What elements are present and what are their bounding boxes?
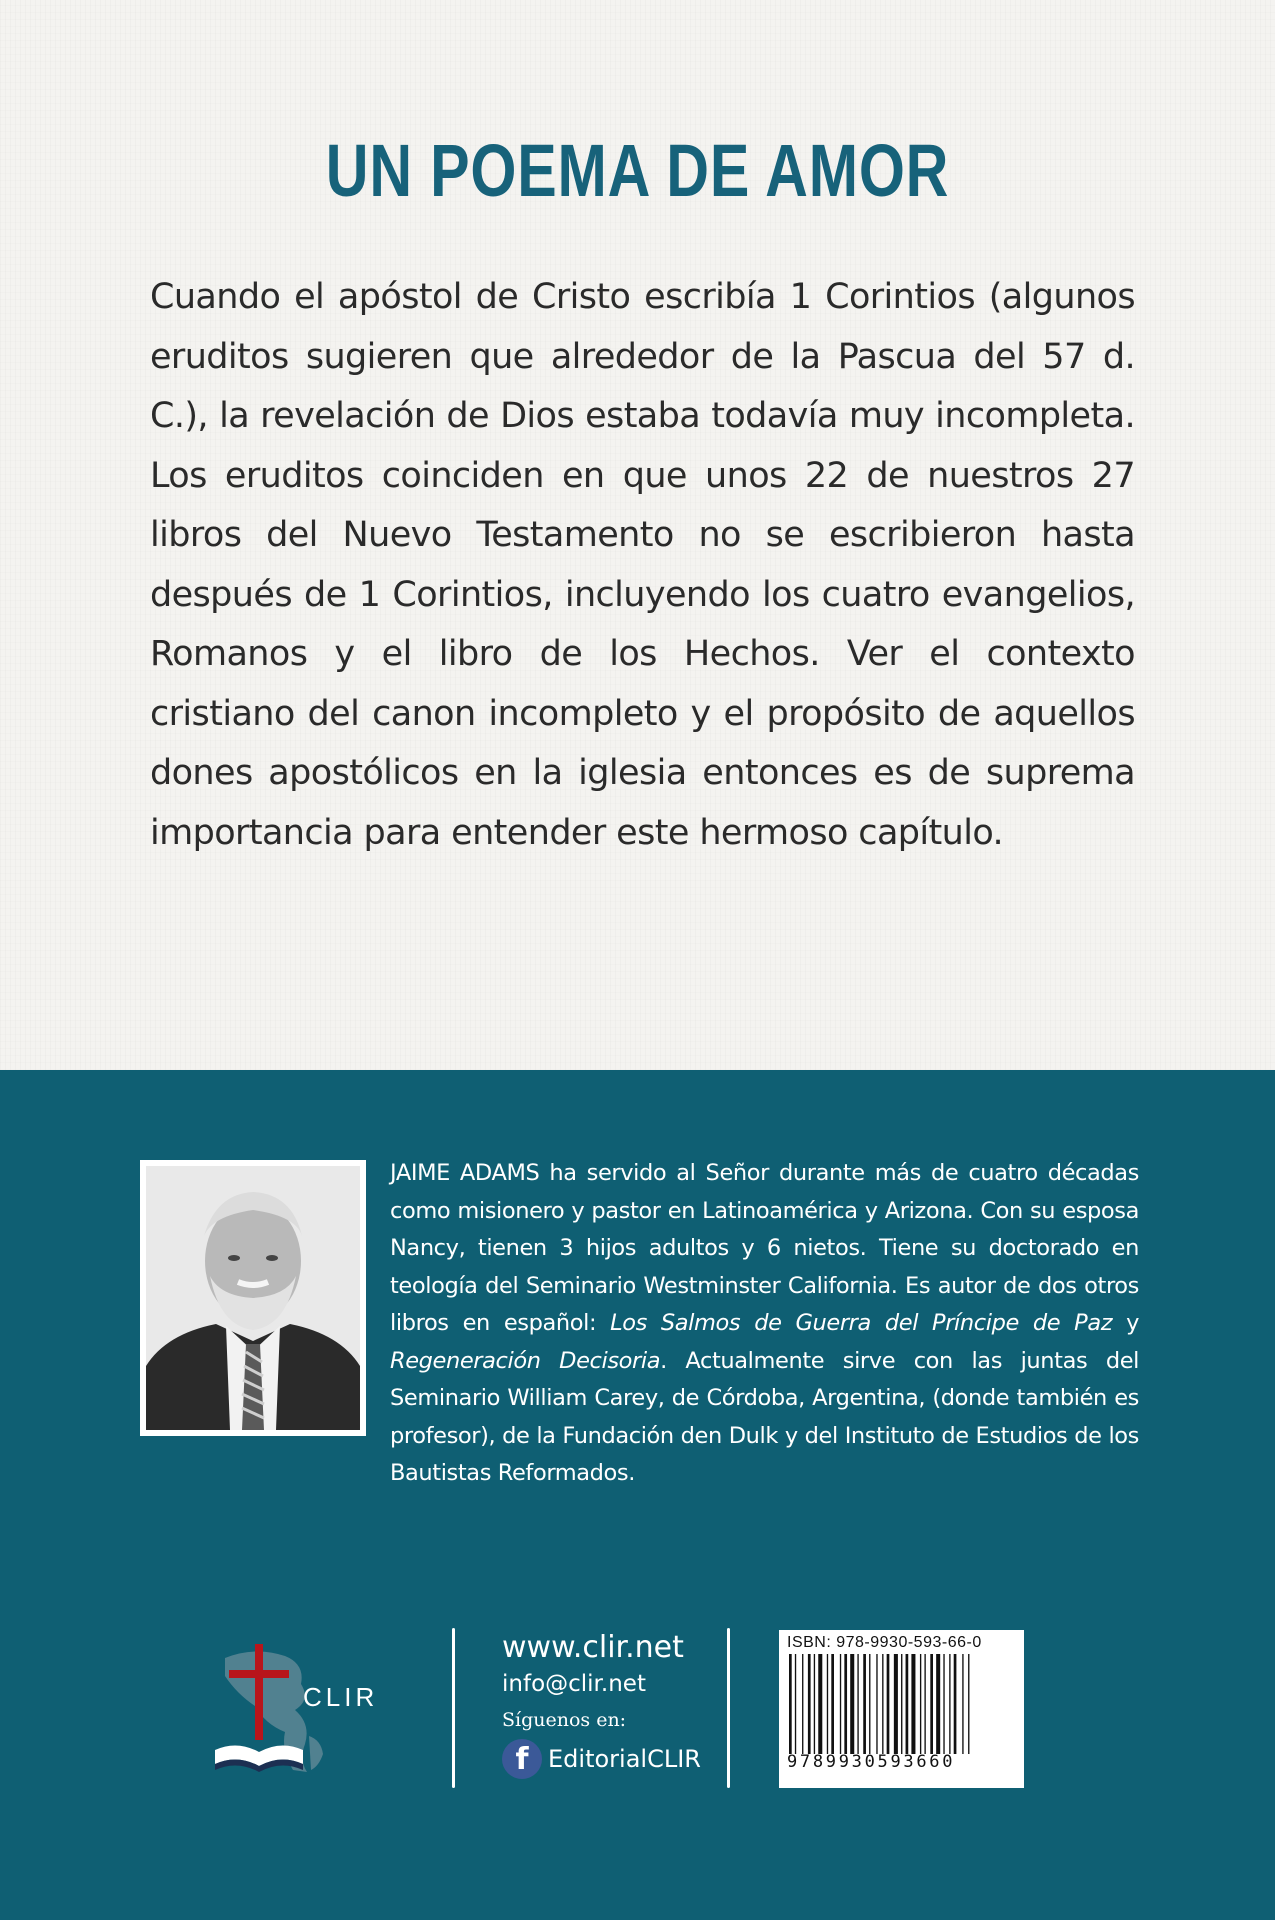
barcode-bar: [924, 1654, 925, 1754]
book-title-italic: Los Salmos de Guerra del Príncipe de Paz: [610, 1310, 1113, 1336]
barcode-bar: [818, 1654, 822, 1754]
back-cover-blurb: Cuando el apóstol de Cristo escribía 1 Corintios (algunos eruditos sugieren que alrededor de la Pascua del 57 d. C.), la revelación de Dios estaba todavía muy incompleta. Los eruditos coinciden en que unos 22 de nuestros 27 libros del Nuevo Testamento no se escribieron hasta después de 1 Corintios, incluyendo los cuatro evangelios, Romanos y el libro de los Hechos. Ver el contexto cristiano del canon incompleto y el propósito de aquellos dones apostólicos en la iglesia entonces es de suprema importancia para entender este hermoso capítulo.: [150, 277, 1135, 853]
barcode-bar: [869, 1654, 870, 1754]
bio-text: . Actualmente sirve con las juntas del Seminario William Carey, de Córdoba, Argentina, (donde también es profesor), de la Fundación den Dulk y del Instituto de Estudios de los Bautistas Reformados.: [390, 1347, 1140, 1486]
email-link[interactable]: info@clir.net: [502, 1671, 646, 1697]
book-title: UN POEMA DE AMOR: [325, 129, 950, 212]
barcode-bar: [827, 1654, 828, 1754]
website-link[interactable]: www.clir.net: [502, 1630, 684, 1665]
barcode-bar: [943, 1654, 944, 1754]
book-title-italic: Regeneración Decisoria: [390, 1347, 661, 1374]
barcode-bar: [882, 1654, 883, 1754]
barcode-bar: [863, 1654, 866, 1754]
barcode-bar: [814, 1654, 815, 1754]
barcode-bar: [857, 1654, 858, 1754]
barcode-bar: [901, 1654, 902, 1754]
barcode-bar: [920, 1654, 921, 1754]
author-photo: [140, 1160, 366, 1436]
bio-text: y: [1112, 1310, 1140, 1336]
barcode-bar: [795, 1654, 796, 1754]
barcode-bar: [789, 1654, 792, 1754]
barcode-bar: [906, 1654, 909, 1754]
barcode-bar: [954, 1654, 957, 1754]
barcode-bar: [911, 1654, 915, 1754]
barcode-bar: [831, 1654, 834, 1754]
barcode-bar: [876, 1654, 877, 1754]
barcode-bar: [887, 1654, 890, 1754]
barcode-bar: [840, 1654, 841, 1754]
divider: [727, 1628, 730, 1788]
follow-label: Síguenos en:: [502, 1709, 627, 1731]
social-handle: EditorialCLIR: [548, 1745, 701, 1773]
author-bio: [390, 1155, 1139, 1493]
facebook-icon: f: [502, 1739, 542, 1779]
isbn-label: ISBN: 978-9930-593-66-0: [787, 1634, 982, 1651]
barcode-bar: [844, 1654, 847, 1754]
barcode-bar: [930, 1654, 933, 1754]
barcode-bars: [787, 1654, 1016, 1754]
barcode-bar: [949, 1654, 950, 1754]
barcode-bar: [808, 1654, 811, 1754]
barcode-digits: 9789930593660: [787, 1752, 956, 1772]
barcode-bar: [894, 1654, 898, 1754]
clir-logo-text: CLIR: [303, 1682, 379, 1712]
publisher-contact: [502, 1630, 701, 1779]
barcode-bar: [936, 1654, 940, 1754]
clir-logo: [215, 1640, 415, 1780]
barcode-bar: [850, 1654, 854, 1754]
barcode-bar: [962, 1654, 963, 1754]
isbn-barcode: [779, 1630, 1024, 1788]
barcode-bar: [968, 1654, 969, 1754]
bio-text: JAIME ADAMS ha servido al Señor durante más de cuatro décadas como misionero y pastor en Latinoamérica y Arizona. Con su esposa Nancy, tienen 3 hijos adultos y 6 nietos. Tiene su doctorado en teología del Seminario Westminster California. Es autor de dos otros libros en español:: [390, 1160, 1139, 1336]
social-link[interactable]: [502, 1739, 701, 1779]
barcode-bar: [802, 1654, 803, 1754]
divider: [452, 1628, 455, 1788]
